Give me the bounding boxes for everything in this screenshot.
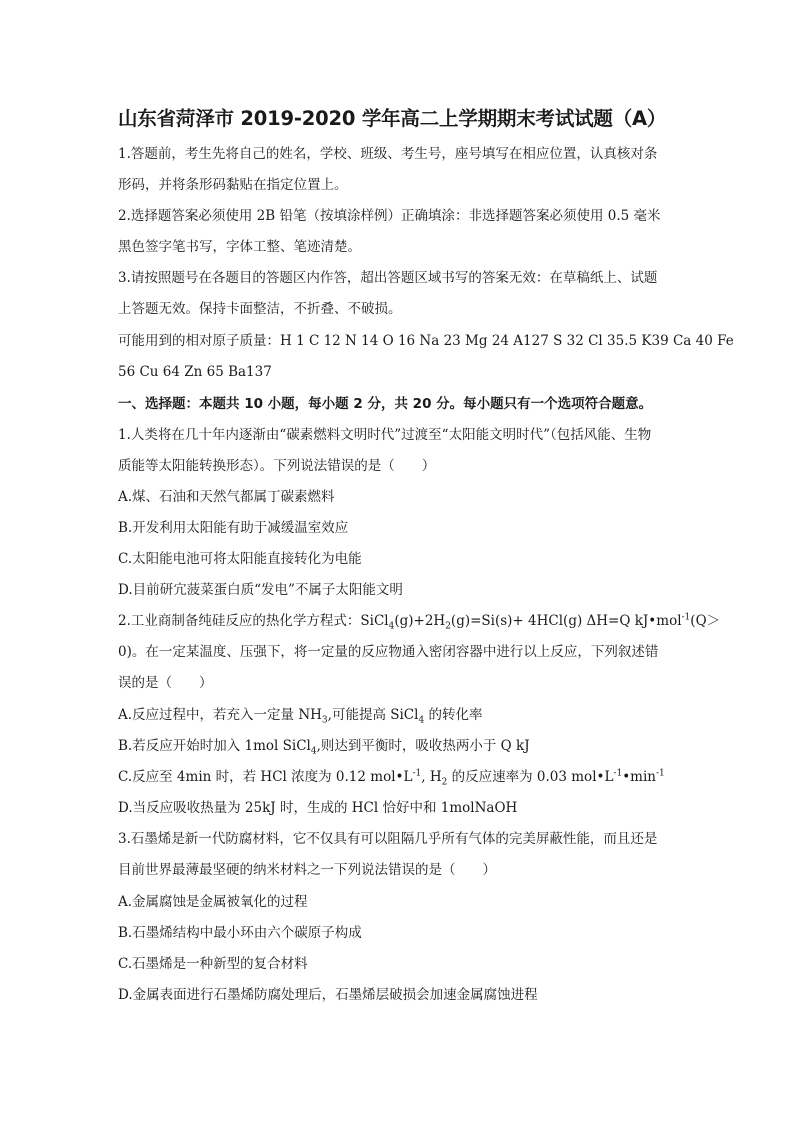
- superscript: -1: [681, 612, 691, 623]
- q3-stem: 3.石墨烯是新一代防腐材料，它不仅具有可以阻隔几乎所有气体的完美屏蔽性能，而且还是: [118, 831, 658, 847]
- q3-option-d: D.金属表面进行石墨烯防腐处理后，石墨烯层破损会加速金属腐蚀进程: [118, 987, 538, 1003]
- option-text: B.若反应开始时加入 1mol SiCl: [118, 738, 311, 754]
- option-text: 的转化率: [424, 707, 483, 723]
- instruction-line: 3.请按照题号在各题目的答题区内作答，超出答题区域书写的答案无效：在草稿纸上、试题: [118, 270, 658, 286]
- q2-stem: 误的是（ ）: [118, 675, 213, 691]
- q1-option-b: B.开发利用太阳能有助于减缓温室效应: [118, 520, 349, 536]
- q2-stem-text: 2.工业商制备纯硅反应的热化学方程式：SiCl: [118, 613, 389, 629]
- subscript: 4: [310, 746, 317, 757]
- q3-option-c: C.石墨烯是一种新型的复合材料: [118, 956, 308, 972]
- q2-stem: 0)。在一定某温度、压强下，将一定量的反应物通入密闭容器中进行以上反应，下列叙述错: [118, 644, 659, 660]
- option-text: ,则达到平衡时，吸收热两小于 Q kJ: [316, 738, 530, 754]
- instruction-line: 1.答题前，考生先将自己的姓名，学校、班级、考生号，座号填写在相应位置，认真核对条: [118, 146, 658, 162]
- q2-stem: [118, 612, 720, 630]
- q3-option-b: B.石墨烯结构中最小环由六个碳原子构成: [118, 925, 362, 941]
- q2-option-a: [118, 706, 482, 724]
- instruction-line: 上答题无效。保持卡面整洁，不折叠、不破损。: [118, 301, 402, 317]
- option-text: , H: [421, 769, 442, 785]
- superscript: -1: [412, 768, 422, 779]
- subscript: 2: [441, 777, 448, 788]
- option-text: •min: [622, 769, 656, 785]
- subscript: 3: [321, 715, 328, 726]
- q2-stem-text: (g)=Si(s)+ 4HCl(g) ΔH=Q kJ•mol: [450, 613, 682, 629]
- subscript: 2: [445, 621, 451, 632]
- atomic-mass-line: 可能用到的相对原子质量：H 1 C 12 N 14 O 16 Na 23 Mg 24 A127 S 32 Cl 35.5 K39 Ca 40 Fe: [118, 333, 734, 349]
- q1-stem: 1.人类将在几十年内逐渐由“碳素燃料文明时代”过渡至“太阳能文明时代”（包括风能、生物: [118, 427, 652, 443]
- exam-title: 山东省菏泽市 2019-2020 学年高二上学期期末考试试题（A）: [118, 107, 667, 130]
- superscript: -1: [613, 768, 623, 779]
- instruction-line: 2.选择题答案必须使用 2B 铅笔（按填涂样例）正确填涂：非选择题答案必须使用 0.5 毫米: [118, 208, 661, 224]
- option-text: 的反应速率为 0.03 mol•L: [447, 769, 614, 785]
- instruction-line: 形码，并将条形码黏贴在指定位置上。: [118, 177, 348, 193]
- q1-option-c: C.太阳能电池可将太阳能直接转化为电能: [118, 551, 362, 567]
- q1-option-a: A.煤、石油和天然气都属丁碳素燃料: [118, 489, 335, 505]
- q1-stem: 质能等太阳能转换形态）。下列说法错误的是（ ）: [118, 458, 436, 474]
- q2-option-b: [118, 737, 530, 755]
- q2-option-c: [118, 768, 665, 786]
- q2-stem-text: (g)+2H: [394, 613, 446, 629]
- option-text: C.反应至 4min 时，若 HCl 浓度为 0.12 mol•L: [118, 769, 413, 785]
- q3-stem: 目前世界最薄最坚硬的纳米材料之一下列说法错误的是（ ）: [118, 862, 496, 878]
- q1-option-d: D.目前研宂菠菜蛋白质“发电”不属子太阳能文明: [118, 582, 403, 598]
- subscript: 4: [418, 715, 425, 726]
- subscript: 4: [388, 621, 395, 632]
- q2-option-d: D.当反应吸收热量为 25kJ 时，生成的 HCl 恰好中和 1molNaOH: [118, 800, 518, 816]
- instruction-line: 黑色签字笔书写，字体工整、笔迹清楚。: [118, 239, 361, 255]
- atomic-mass-line: 56 Cu 64 Zn 65 Ba137: [118, 364, 272, 380]
- option-text: A.反应过程中，若充入一定量 NH: [118, 707, 322, 723]
- q3-option-a: A.金属腐蚀是金属被氧化的过程: [118, 894, 308, 910]
- q2-stem-text: (Q＞: [690, 613, 721, 629]
- option-text: ,可能提高 SiCl: [327, 707, 419, 723]
- section-heading: 一、选择题：本题共 10 小题，每小题 2 分，共 20 分。每小题只有一个选项符合题意。: [118, 396, 653, 412]
- superscript: -1: [656, 768, 665, 779]
